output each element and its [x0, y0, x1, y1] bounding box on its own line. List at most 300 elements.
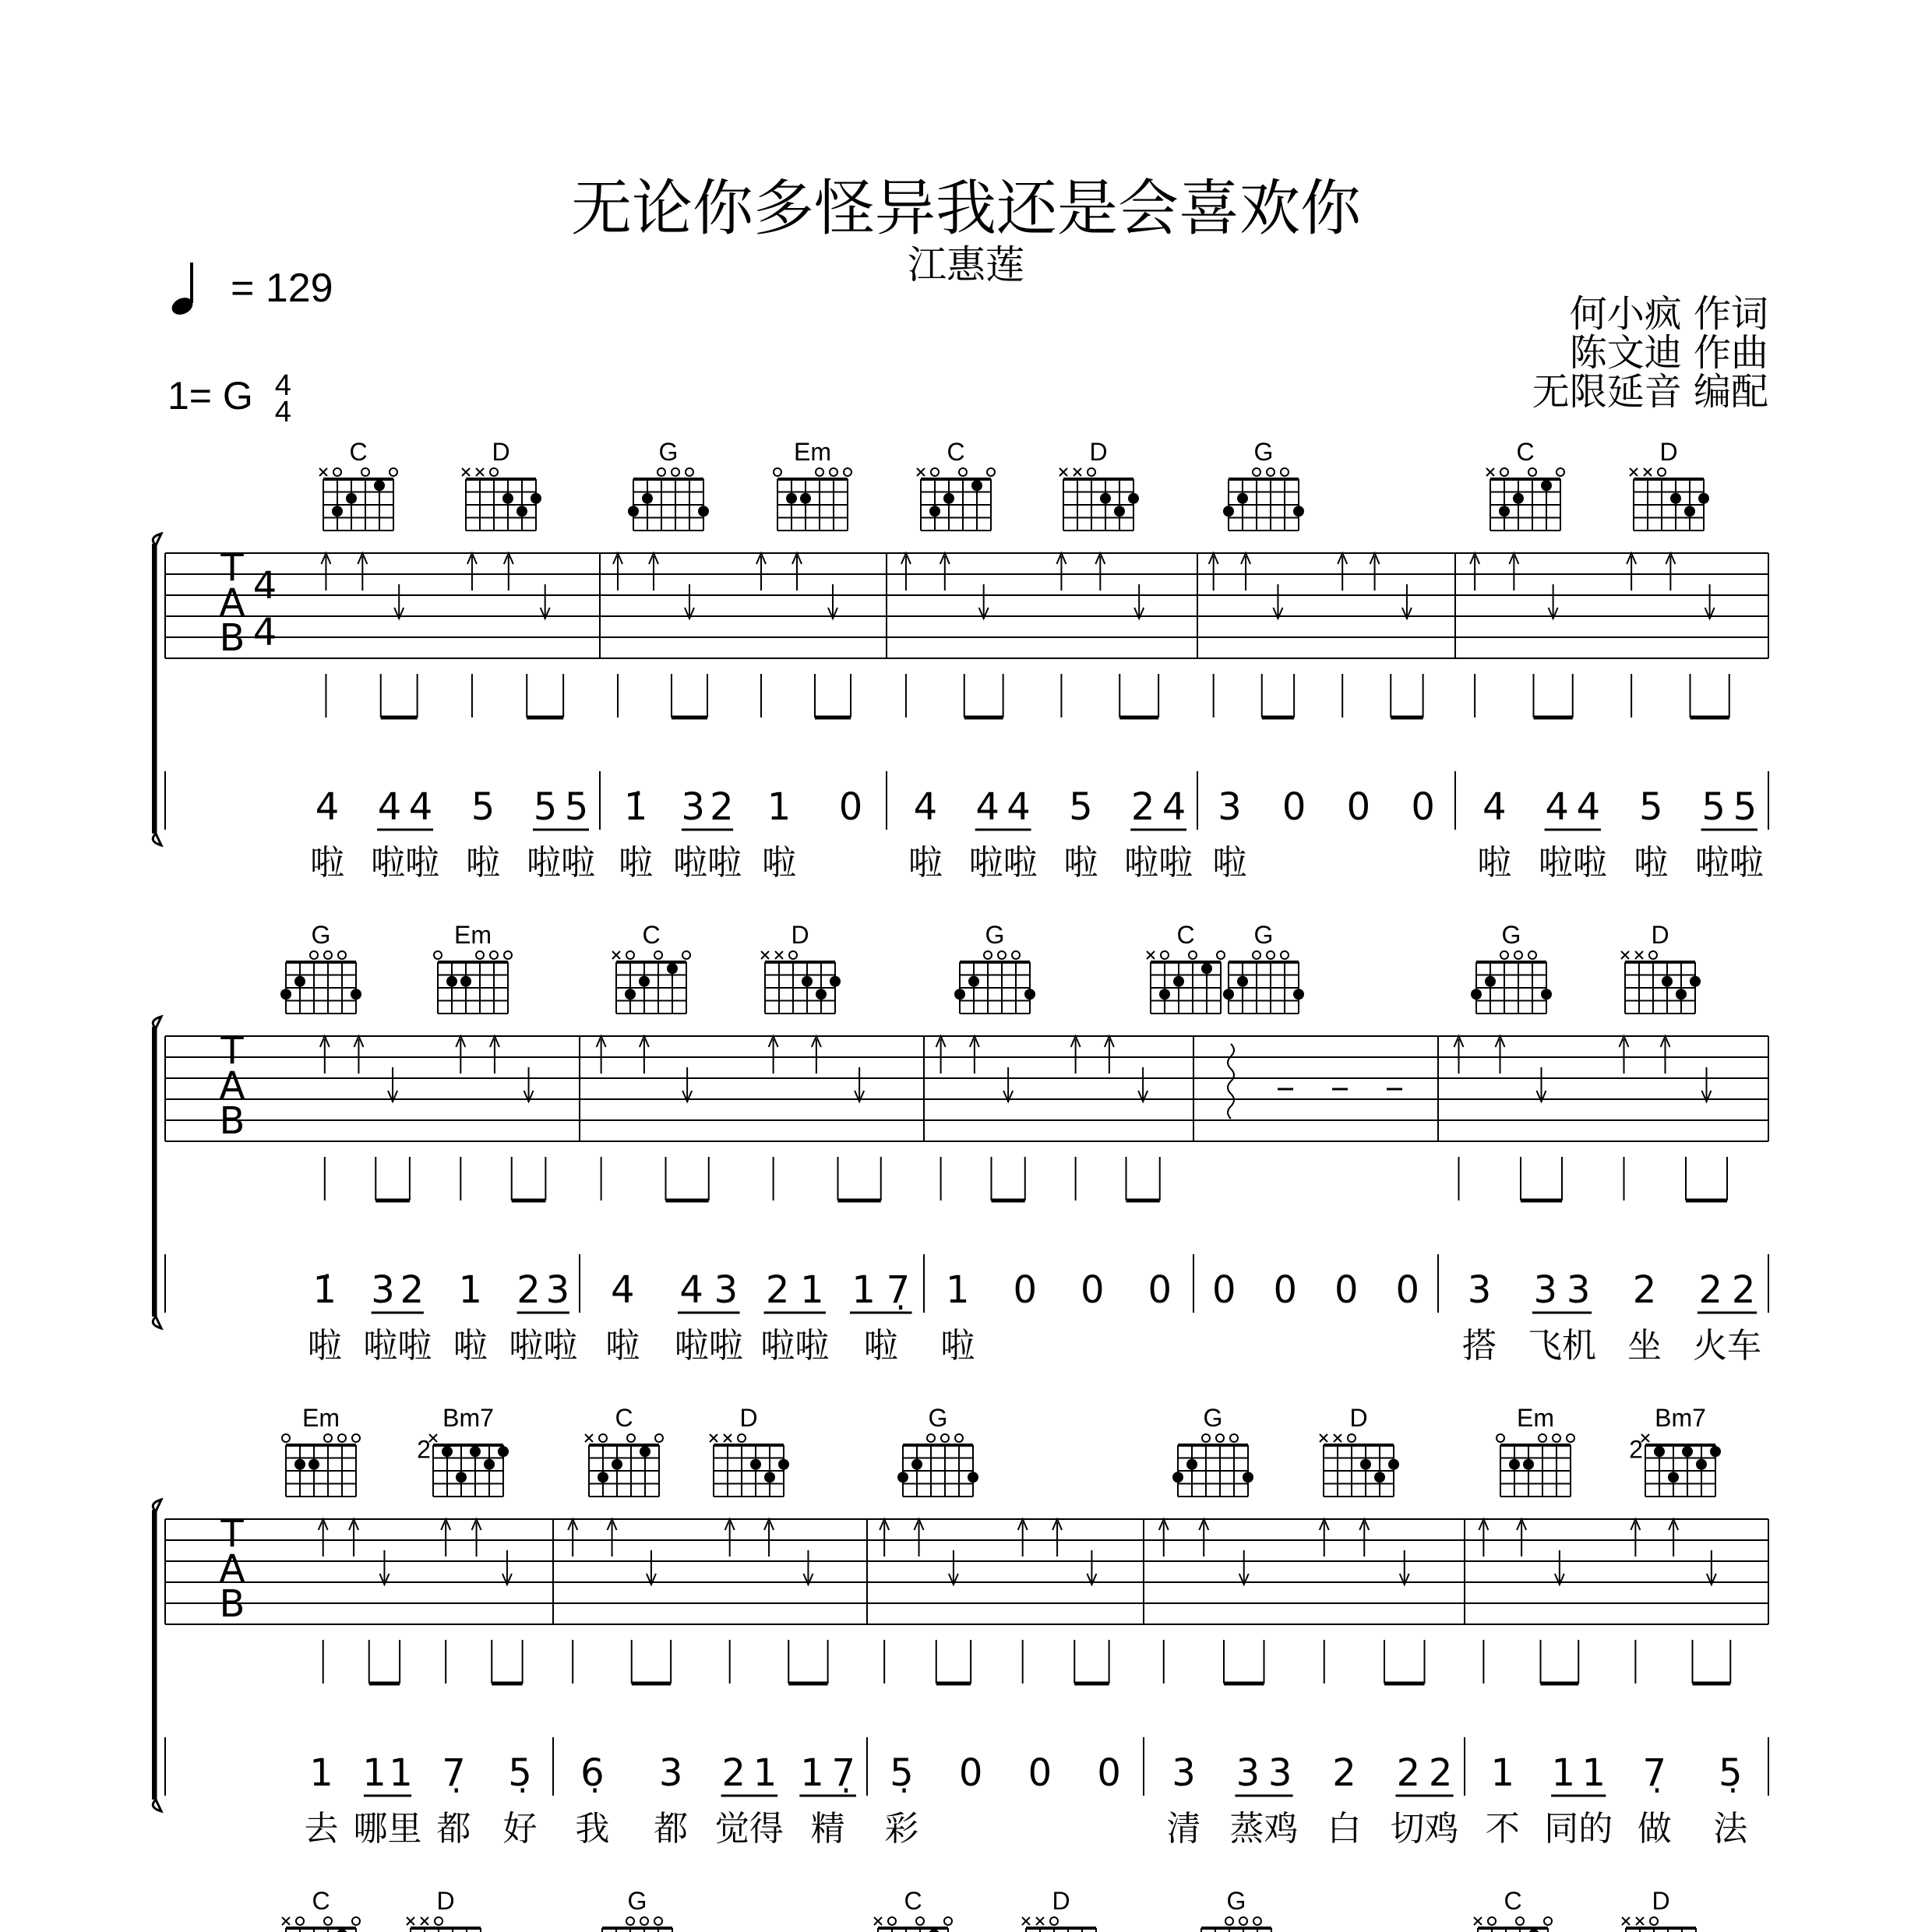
- open-string-marker: [1650, 1917, 1658, 1925]
- strum: [502, 1550, 512, 1585]
- jianpu-note: 1̇: [623, 785, 648, 829]
- chord-diagram-em: [434, 921, 512, 1014]
- finger-dot: [1100, 493, 1111, 504]
- finger-dot: [1237, 493, 1248, 504]
- jianpu-note: 2: [765, 1268, 790, 1312]
- open-string-marker: [338, 951, 346, 959]
- chord-name: C: [1504, 1887, 1522, 1915]
- jianpu-note: 2: [516, 1268, 541, 1312]
- strum: [1479, 1519, 1488, 1557]
- jianpu-note: 5: [1733, 785, 1757, 829]
- strum: [1105, 1036, 1114, 1074]
- strum: [472, 1519, 481, 1557]
- rhythm-stems: [1214, 674, 1423, 717]
- jianpu-note: 2: [710, 785, 734, 829]
- finger-dot: [1293, 989, 1304, 999]
- lyric-text: 切鸡: [1390, 1809, 1459, 1849]
- jianpu-note: 3: [371, 1268, 395, 1312]
- muted-string-marker: [585, 1434, 593, 1442]
- lyric-text: 精: [810, 1809, 845, 1849]
- tab-letter-t: T: [220, 1029, 244, 1073]
- jianpu-note: 3: [1533, 1268, 1558, 1312]
- chord-diagram-g: [1223, 438, 1304, 531]
- open-string-marker: [654, 951, 662, 959]
- open-string-marker: [844, 468, 851, 476]
- strum: [1631, 1519, 1640, 1557]
- chord-name: D: [436, 1887, 455, 1915]
- open-string-marker: [1267, 951, 1274, 959]
- finger-dot: [1360, 1459, 1371, 1470]
- jianpu-note: 4: [377, 785, 402, 829]
- lyric-text: 去: [304, 1809, 339, 1849]
- strum: [647, 1550, 656, 1585]
- jianpu-note: 4: [1162, 785, 1186, 829]
- lyric-text: 觉得: [714, 1809, 784, 1849]
- chord-name: G: [311, 921, 331, 949]
- jianpu-note: 0: [1282, 785, 1306, 829]
- strum: [803, 1550, 813, 1585]
- lyric-text: 啦: [908, 843, 943, 883]
- strum: [358, 553, 367, 591]
- open-string-marker: [1189, 951, 1197, 959]
- arranger-credit: 无限延音 编配: [1532, 370, 1768, 414]
- finger-dot: [1237, 976, 1248, 987]
- strum: [936, 1036, 946, 1074]
- tab-time-bottom: 4: [252, 611, 277, 654]
- strum: [504, 553, 513, 591]
- tab-letter-b: B: [219, 616, 245, 660]
- muted-string-marker: [775, 951, 783, 959]
- strum: [685, 584, 694, 619]
- jianpu-note: 0: [1273, 1268, 1298, 1312]
- finger-dot: [750, 1459, 761, 1470]
- lyricist-credit: 何小疯 作词: [1569, 292, 1768, 336]
- strum: [1702, 1067, 1712, 1102]
- strum: [1549, 584, 1558, 619]
- strum: [1138, 1067, 1148, 1102]
- open-string-marker: [352, 1434, 360, 1442]
- jianpu-note: 2: [1428, 1751, 1453, 1795]
- strum: [1239, 1550, 1249, 1585]
- chord-name: G: [1253, 438, 1274, 466]
- tempo-value: = 129: [231, 266, 333, 311]
- muted-string-marker: [476, 468, 484, 476]
- open-string-marker: [324, 1434, 332, 1442]
- finger-dot: [484, 1459, 495, 1470]
- strum: [1273, 584, 1282, 619]
- tab-letter-b: B: [219, 1582, 245, 1626]
- lyric-text: 做: [1637, 1809, 1672, 1849]
- lyric-text: 啦啦: [363, 1326, 432, 1366]
- finger-dot: [764, 1472, 775, 1482]
- strum: [321, 553, 330, 591]
- chord-name: D: [492, 438, 510, 466]
- jianpu-note: 0: [1080, 1268, 1105, 1312]
- finger-dot: [332, 506, 343, 516]
- finger-dot: [1684, 506, 1695, 516]
- open-string-marker: [1514, 951, 1522, 959]
- finger-dot: [351, 989, 361, 999]
- open-string-marker: [361, 468, 369, 476]
- lyric-text: 我: [575, 1809, 610, 1849]
- open-string-marker: [1225, 1917, 1233, 1925]
- open-string-marker: [1281, 951, 1289, 959]
- jianpu-note: 1: [458, 1268, 483, 1312]
- finger-dot: [498, 1446, 509, 1457]
- finger-dot: [786, 493, 797, 504]
- strum: [1209, 553, 1218, 591]
- lyric-text: 啦: [307, 1326, 342, 1366]
- chord-diagram-d: [1630, 438, 1709, 531]
- jianpu-note: 4: [1482, 785, 1507, 829]
- finger-dot: [1388, 1459, 1399, 1470]
- open-string-marker: [1202, 1434, 1210, 1442]
- finger-dot: [1509, 1459, 1520, 1470]
- lyric-text: 啦啦: [673, 843, 742, 883]
- chord-name: D: [1652, 1887, 1670, 1915]
- strum: [725, 1519, 735, 1557]
- open-string-marker: [435, 1917, 442, 1925]
- finger-dot: [516, 506, 527, 516]
- open-string-marker: [774, 468, 781, 476]
- muted-string-marker: [917, 468, 925, 476]
- open-string-marker: [599, 1434, 607, 1442]
- jianpu-note: 1: [1551, 1751, 1576, 1795]
- strum: [1095, 553, 1105, 591]
- finger-dot: [698, 506, 709, 516]
- lyric-text: 啦: [1634, 843, 1669, 883]
- muted-string-marker: [1630, 468, 1638, 476]
- strum: [940, 553, 950, 591]
- finger-dot: [1710, 1446, 1721, 1457]
- rhythm-stems: [618, 674, 851, 717]
- finger-dot: [374, 480, 385, 491]
- strum: [349, 1519, 358, 1557]
- finger-dot: [598, 1472, 608, 1482]
- chord-diagram-g: [628, 438, 709, 531]
- open-string-marker: [654, 1917, 662, 1925]
- chord-diagram-d: [407, 1887, 486, 1932]
- finger-dot: [830, 976, 841, 987]
- finger-dot: [1662, 976, 1673, 987]
- open-string-marker: [1528, 951, 1536, 959]
- jianpu-note: 0: [1211, 1268, 1236, 1312]
- jianpu-note: 3: [714, 1268, 739, 1312]
- strum: [949, 1550, 958, 1585]
- rhythm-stems: [326, 674, 563, 717]
- finger-dot: [778, 1459, 789, 1470]
- jianpu-note: 5̣: [890, 1751, 914, 1795]
- chord-diagram-d: [1022, 1887, 1102, 1932]
- jianpu-note: 0: [1411, 785, 1435, 829]
- open-string-marker: [1088, 468, 1095, 476]
- lyric-text: 哪里: [353, 1809, 422, 1849]
- jianpu-note: 0: [1028, 1751, 1052, 1795]
- chord-name: G: [1226, 1887, 1246, 1915]
- open-string-marker: [830, 468, 837, 476]
- finger-dot: [816, 989, 827, 999]
- open-string-marker: [655, 1434, 663, 1442]
- system-bracket-bar: [152, 1027, 157, 1317]
- jianpu-note: 4: [315, 785, 340, 829]
- finger-dot: [1186, 1459, 1197, 1470]
- jianpu-note: 0: [1334, 1268, 1359, 1312]
- open-string-marker: [959, 468, 967, 476]
- chord-diagram-c: [1486, 438, 1564, 531]
- finger-dot: [800, 493, 811, 504]
- system-bracket-bar: [152, 544, 157, 834]
- finger-dot: [470, 1446, 481, 1457]
- strum: [524, 1067, 534, 1102]
- strum: [456, 1036, 465, 1074]
- open-string-marker: [941, 1434, 949, 1442]
- song-title: 无论你多怪异我还是会喜欢你: [570, 174, 1361, 244]
- chord-name: Em: [302, 1404, 340, 1432]
- open-string-marker: [296, 1917, 304, 1925]
- lyric-text: 好: [502, 1809, 538, 1849]
- finger-dot: [968, 1472, 978, 1482]
- open-string-marker: [324, 951, 332, 959]
- finger-dot: [1690, 976, 1701, 987]
- jianpu-note: 0: [1346, 785, 1371, 829]
- chord-diagram-g: [1471, 921, 1552, 1014]
- strum: [640, 1036, 649, 1074]
- finger-dot: [1654, 1446, 1665, 1457]
- jianpu-note: 0: [1097, 1751, 1121, 1795]
- rhythm-stems: [1459, 1157, 1728, 1200]
- open-string-marker: [1544, 1917, 1552, 1925]
- open-string-marker: [1239, 1917, 1247, 1925]
- tab-staff: [152, 534, 1768, 883]
- jianpu-note: 1: [309, 1751, 333, 1795]
- tab-letter-a: A: [219, 1547, 245, 1591]
- system-bracket-bar: [152, 1510, 157, 1800]
- chord-diagram-bm7: [417, 1404, 509, 1497]
- key-label: 1= G: [167, 374, 253, 418]
- finger-dot: [294, 1459, 305, 1470]
- lyric-text: 啦: [863, 1326, 898, 1366]
- lyric-text: 都: [654, 1809, 689, 1849]
- rhythm-stems: [325, 1157, 546, 1200]
- jianpu-note: 1: [1581, 1751, 1606, 1795]
- finger-dot: [639, 976, 650, 987]
- finger-dot: [1128, 493, 1139, 504]
- strum: [970, 1036, 979, 1074]
- strum: [1018, 1519, 1028, 1557]
- finger-dot: [346, 493, 357, 504]
- strum: [756, 553, 766, 591]
- finger-dot: [460, 976, 471, 987]
- strum: [1400, 1550, 1409, 1585]
- jianpu-note: 3: [1218, 785, 1242, 829]
- finger-dot: [954, 989, 965, 999]
- muted-string-marker: [421, 1917, 428, 1925]
- strum: [1669, 1519, 1678, 1557]
- jianpu-note: 2: [1130, 785, 1155, 829]
- chord-diagram-c: [874, 1887, 952, 1932]
- jianpu-note: 1: [851, 1268, 876, 1312]
- muted-string-marker: [462, 468, 470, 476]
- open-string-marker: [1528, 468, 1536, 476]
- chord-name: C: [1176, 921, 1195, 949]
- open-string-marker: [816, 468, 823, 476]
- jianpu-note: 6̣: [580, 1751, 605, 1795]
- tab-letter-a: A: [219, 1064, 245, 1108]
- chord-diagram-d: [710, 1404, 789, 1497]
- muted-string-marker: [1635, 951, 1643, 959]
- rhythm-stems: [1475, 674, 1729, 717]
- chord-diagram-g: [1223, 921, 1304, 1014]
- strum: [1052, 1519, 1062, 1557]
- open-string-marker: [338, 1434, 346, 1442]
- chord-diagram-d: [462, 438, 541, 531]
- open-string-marker: [333, 468, 341, 476]
- chord-diagram-bm7: [1629, 1404, 1721, 1497]
- finger-dot: [502, 493, 513, 504]
- open-string-marker: [1217, 951, 1225, 959]
- open-string-marker: [1649, 951, 1657, 959]
- muted-string-marker: [1147, 951, 1155, 959]
- rhythm-stems: [884, 1640, 1109, 1683]
- lyric-text: 啦: [619, 843, 653, 883]
- chord-diagram-g: [1172, 1404, 1253, 1497]
- arpeggio-mark: [1228, 1044, 1234, 1119]
- muted-string-marker: [282, 1917, 290, 1925]
- finger-dot: [456, 1472, 467, 1482]
- rhythm-stems: [323, 1640, 523, 1683]
- strum: [1509, 553, 1518, 591]
- finger-dot: [280, 989, 291, 999]
- chord-name: Em: [454, 921, 492, 949]
- open-string-marker: [1516, 1917, 1524, 1925]
- chord-name: G: [1253, 921, 1274, 949]
- open-string-marker: [282, 1434, 290, 1442]
- jianpu-note: 2: [1332, 1751, 1356, 1795]
- jianpu-note: 5̣: [1718, 1751, 1743, 1795]
- chord-name: D: [1052, 1887, 1070, 1915]
- open-string-marker: [1253, 1917, 1261, 1925]
- jianpu-note: 1: [362, 1751, 386, 1795]
- chord-name: C: [615, 1404, 633, 1432]
- finger-dot: [446, 976, 457, 987]
- jianpu-note: 4: [975, 785, 999, 829]
- lyric-text: 啦啦: [760, 1326, 830, 1366]
- jianpu-note: 5: [1069, 785, 1093, 829]
- chord-diagram-d: [1622, 1887, 1701, 1932]
- finger-dot: [897, 1472, 908, 1482]
- chord-diagram-d: [1320, 1404, 1399, 1497]
- open-string-marker: [310, 951, 318, 959]
- jianpu-note: 3: [1467, 1268, 1492, 1312]
- tab-staff: [152, 1500, 1768, 1849]
- lyric-text: 啦啦: [509, 1326, 578, 1366]
- chord-name: D: [739, 1404, 758, 1432]
- open-string-marker: [1488, 1917, 1496, 1925]
- jianpu-note: 1: [767, 785, 791, 829]
- jianpu-note: 7̣: [831, 1751, 856, 1795]
- jianpu-note: 2: [1632, 1268, 1657, 1312]
- open-string-marker: [390, 468, 397, 476]
- open-string-marker: [476, 951, 484, 959]
- strum: [394, 584, 404, 619]
- muted-string-marker: [319, 468, 327, 476]
- open-string-marker: [1500, 951, 1508, 959]
- strum: [1666, 553, 1675, 591]
- finger-dot: [1696, 1459, 1707, 1470]
- finger-dot: [1293, 506, 1304, 516]
- rhythm-stems: [1483, 1640, 1730, 1683]
- jianpu-note: 3: [681, 785, 705, 829]
- finger-dot: [1541, 480, 1552, 491]
- strum: [1661, 1036, 1670, 1074]
- jianpu-note: 3: [1566, 1268, 1591, 1312]
- open-string-marker: [1567, 1434, 1574, 1442]
- muted-string-marker: [1644, 468, 1652, 476]
- rhythm-stems: [906, 674, 1158, 717]
- jianpu-note: 0: [838, 785, 863, 829]
- finger-dot: [628, 506, 639, 516]
- open-string-marker: [1230, 1434, 1238, 1442]
- muted-string-marker: [1320, 1434, 1327, 1442]
- open-string-marker: [434, 951, 442, 959]
- open-string-marker: [1267, 468, 1274, 476]
- open-string-marker: [1348, 1434, 1356, 1442]
- finger-dot: [1541, 989, 1552, 999]
- jianpu-note: 3: [1267, 1751, 1292, 1795]
- muted-string-marker: [1059, 468, 1067, 476]
- tab-letter-b: B: [219, 1099, 245, 1143]
- finger-dot: [640, 1446, 650, 1457]
- muted-string-marker: [1636, 1917, 1644, 1925]
- lyric-text: 啦: [1477, 843, 1512, 883]
- chord-diagram-em: [282, 1404, 360, 1497]
- lyric-text: 飞机: [1528, 1326, 1596, 1366]
- lyric-text: 清: [1166, 1809, 1201, 1849]
- strum: [682, 1067, 692, 1102]
- chord-name: G: [1203, 1404, 1223, 1432]
- strum: [568, 1519, 577, 1557]
- lyric-text: 啦: [1063, 843, 1098, 883]
- strum: [354, 1036, 363, 1074]
- strum: [1338, 553, 1347, 591]
- chord-diagram-d: [761, 921, 841, 1014]
- open-string-marker: [640, 1917, 648, 1925]
- finger-dot: [971, 480, 982, 491]
- artist-name: 江惠莲: [908, 242, 1024, 287]
- open-string-marker: [626, 1917, 634, 1925]
- chord-name: C: [1516, 438, 1535, 466]
- strum: [1056, 553, 1066, 591]
- finger-dot: [531, 493, 541, 504]
- strum: [649, 553, 658, 591]
- open-string-marker: [1161, 951, 1169, 959]
- strum: [441, 1519, 450, 1557]
- jianpu-note: 3: [658, 1751, 683, 1795]
- open-string-marker: [738, 1434, 746, 1442]
- chord-diagram-c: [917, 438, 995, 531]
- muted-string-marker: [612, 951, 620, 959]
- jianpu-note: 5: [1638, 785, 1663, 829]
- muted-string-marker: [1036, 1917, 1044, 1925]
- strum: [1071, 1036, 1081, 1074]
- muted-string-marker: [724, 1434, 732, 1442]
- jianpu-note: 2: [1396, 1751, 1421, 1795]
- jianpu-note: 7̣: [1642, 1751, 1667, 1795]
- strum: [379, 1550, 389, 1585]
- chord-name: D: [791, 921, 809, 949]
- strum: [1241, 553, 1250, 591]
- lyric-text: 啦: [1212, 843, 1247, 883]
